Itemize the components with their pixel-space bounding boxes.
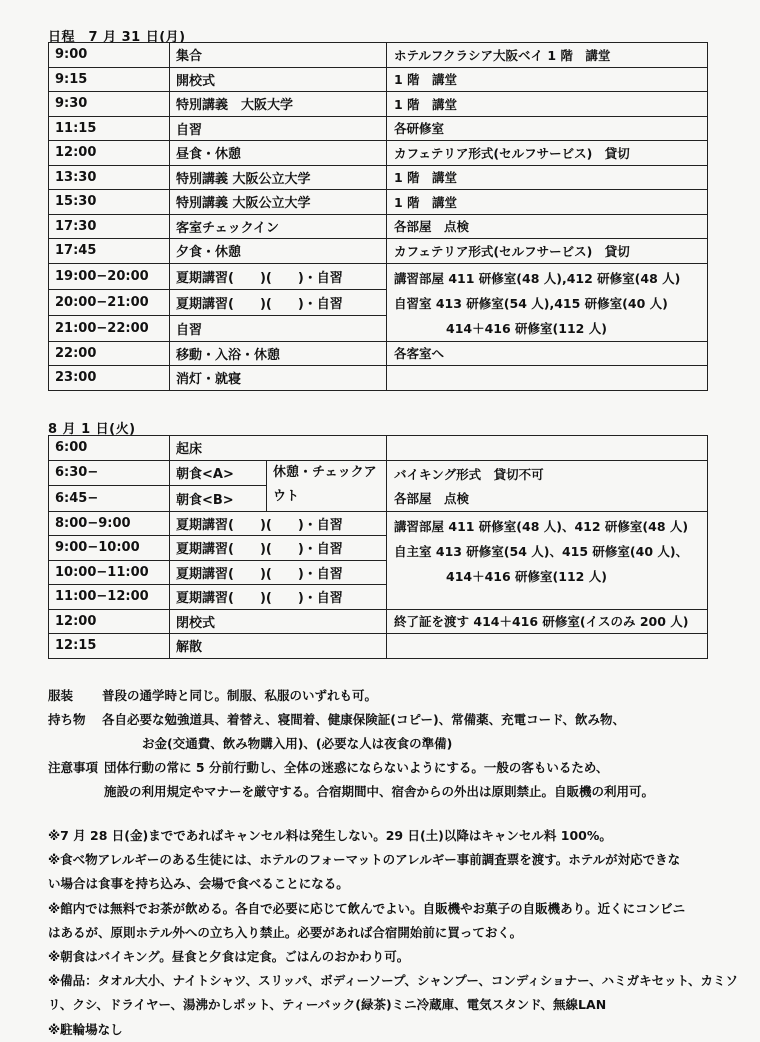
event-cell: 解散 — [170, 634, 387, 659]
table-row — [49, 190, 708, 215]
remarks-section — [48, 824, 739, 1042]
time-cell: 9:00−10:00 — [49, 536, 170, 561]
event-cell: 昼食・休憩 — [170, 141, 387, 166]
place-cell: カフェテリア形式(セルフサービス) 貸切 — [387, 239, 708, 264]
time-cell: 11:00−12:00 — [49, 585, 170, 610]
note-text: お金(交通費、飲み物購入用)、(必要な人は夜食の準備) — [142, 736, 453, 751]
event-cell: 開校式 — [170, 67, 387, 92]
event-cell: 朝食<A> — [170, 460, 267, 486]
time-cell: 21:00−22:00 — [49, 315, 170, 341]
items-note — [48, 708, 728, 732]
remark-line: ※7 月 28 日(金)までであればキャンセル料は発生しない。29 日(土)以降はキャンセル料 100%。 — [48, 828, 612, 843]
study-room-line: 自主室 413 研修室(54 人)、415 研修室(40 人)、 — [394, 543, 689, 559]
table-row — [49, 436, 708, 461]
day1-heading: 日程 7 月 31 日(月) — [48, 30, 186, 45]
note-label: 注意事項 — [48, 760, 99, 775]
study-room-line: 414＋416 研修室(112 人) — [446, 568, 607, 584]
place-cell: 1 階 講堂 — [387, 67, 708, 92]
event-cell: 夕食・休憩 — [170, 239, 387, 264]
study-room-line: 414＋416 研修室(112 人) — [446, 320, 607, 336]
place-cell — [387, 436, 708, 461]
table-row — [49, 165, 708, 190]
time-cell: 9:00 — [49, 43, 170, 68]
time-cell: 13:30 — [49, 165, 170, 190]
remark-line: ※館内では無料でお茶が飲める。各自で必要に応じて飲んでよい。自販機やお菓子の自販機あり。近くにコンビニ — [48, 900, 686, 916]
remark-line: リ、クシ、ドライヤー、湯沸かしポット、ティーバック(緑茶)ミニ冷蔵庫、電気スタンド、無線LAN — [48, 997, 607, 1013]
day2-heading: 8 月 1 日(火) — [48, 422, 136, 437]
study-room-line: 自習室 413 研修室(54 人),415 研修室(40 人) — [394, 295, 668, 311]
caution-note — [48, 756, 728, 780]
remark-line: ※朝食はバイキング。昼食と夕食は定食。ごはんのおかわり可。 — [48, 949, 410, 965]
event-cell: 特別講義 大阪大学 — [170, 92, 387, 117]
time-cell: 12:00 — [49, 609, 170, 634]
table-row — [49, 366, 708, 391]
day2-schedule-table — [48, 435, 708, 659]
table-row — [49, 214, 708, 239]
time-cell: 12:00 — [49, 141, 170, 166]
remark-line: ※食べ物アレルギーのある生徒には、ホテルのフォーマットのアレルギー事前調査票を渡す。ホテルが対応できな — [48, 852, 681, 868]
remark-line: ※駐輪場なし — [48, 1021, 123, 1037]
time-cell: 12:15 — [49, 634, 170, 659]
checkout-cell: 休憩・チェックアウト — [267, 460, 387, 511]
event-cell: 閉校式 — [170, 609, 387, 634]
table-row — [49, 511, 708, 536]
note-text: 各自必要な勉強道具、着替え、寝間着、健康保険証(コピー)、常備薬、充電コード、飲み物、 — [102, 712, 626, 727]
place-cell: 各部屋 点検 — [387, 214, 708, 239]
place-cell: 終了証を渡す 414＋416 研修室(イスのみ 200 人) — [387, 609, 708, 634]
time-cell: 6:45− — [49, 486, 170, 512]
note-text: 普段の通学時と同じ。制服、私服のいずれも可。 — [102, 688, 378, 703]
event-cell: 起床 — [170, 436, 387, 461]
place-cell: 1 階 講堂 — [387, 165, 708, 190]
table-row — [49, 141, 708, 166]
remark-line: ※備品：タオル大小、ナイトシャツ、スリッパ、ボディーソープ、シャンプー、コンディショナー、ハミガキセット、カミソ — [48, 973, 739, 989]
table-row — [49, 43, 708, 68]
time-cell: 15:30 — [49, 190, 170, 215]
place-cell: 各客室へ — [387, 341, 708, 366]
table-row — [49, 116, 708, 141]
study-rooms-cell — [387, 511, 708, 609]
remark-line: はあるが、原則ホテル外への立ち入り禁止。必要があれば合宿開始前に買っておく。 — [48, 924, 523, 940]
remark-line: い場合は食事を持ち込み、会場で食べることになる。 — [48, 876, 349, 892]
place-cell: 1 階 講堂 — [387, 190, 708, 215]
time-cell: 23:00 — [49, 366, 170, 391]
event-cell: 自習 — [170, 116, 387, 141]
table-row — [49, 263, 708, 289]
table-row — [49, 67, 708, 92]
event-cell: 夏期講習( )( )・自習 — [170, 585, 387, 610]
day1-schedule-table — [48, 42, 708, 391]
breakfast-place-line: 各部屋 点検 — [394, 490, 470, 506]
event-cell: 夏期講習( )( )・自習 — [170, 536, 387, 561]
event-cell: 集合 — [170, 43, 387, 68]
event-cell: 朝食<B> — [170, 486, 267, 512]
time-cell: 11:15 — [49, 116, 170, 141]
time-cell: 20:00−21:00 — [49, 289, 170, 315]
place-cell: ホテルフクラシア大阪ベイ 1 階 講堂 — [387, 43, 708, 68]
event-cell: 夏期講習( )( )・自習 — [170, 263, 387, 289]
place-cell — [387, 634, 708, 659]
event-cell: 移動・入浴・休憩 — [170, 341, 387, 366]
table-row — [49, 460, 708, 486]
event-cell: 特別講義 大阪公立大学 — [170, 190, 387, 215]
table-row — [49, 609, 708, 634]
notes-section — [48, 684, 728, 804]
time-cell: 9:15 — [49, 67, 170, 92]
event-cell: 客室チェックイン — [170, 214, 387, 239]
place-cell: カフェテリア形式(セルフサービス) 貸切 — [387, 141, 708, 166]
note-label: 持ち物 — [48, 712, 86, 727]
table-row — [49, 92, 708, 117]
time-cell: 17:45 — [49, 239, 170, 264]
note-text: 団体行動の常に 5 分前行動し、全体の迷惑にならないようにする。一般の客もいるため、 — [104, 760, 609, 775]
study-rooms-cell — [387, 263, 708, 341]
breakfast-place-cell — [387, 460, 708, 511]
place-cell: 1 階 講堂 — [387, 92, 708, 117]
event-cell: 消灯・就寝 — [170, 366, 387, 391]
event-cell: 特別講義 大阪公立大学 — [170, 165, 387, 190]
event-cell: 夏期講習( )( )・自習 — [170, 511, 387, 536]
breakfast-place-line: バイキング形式 貸切不可 — [394, 466, 544, 482]
time-cell: 19:00−20:00 — [49, 263, 170, 289]
time-cell: 17:30 — [49, 214, 170, 239]
event-cell: 夏期講習( )( )・自習 — [170, 289, 387, 315]
time-cell: 8:00−9:00 — [49, 511, 170, 536]
time-cell: 6:30− — [49, 460, 170, 486]
table-row — [49, 239, 708, 264]
time-cell: 22:00 — [49, 341, 170, 366]
study-room-line: 講習部屋 411 研修室(48 人),412 研修室(48 人) — [394, 270, 681, 286]
dress-note — [48, 684, 728, 708]
place-cell — [387, 366, 708, 391]
event-cell: 夏期講習( )( )・自習 — [170, 560, 387, 585]
time-cell: 6:00 — [49, 436, 170, 461]
event-cell: 自習 — [170, 315, 387, 341]
note-text: 施設の利用規定やマナーを厳守する。合宿期間中、宿舎からの外出は原則禁止。自販機の利用可。 — [104, 784, 655, 799]
place-cell: 各研修室 — [387, 116, 708, 141]
study-room-line: 講習部屋 411 研修室(48 人)、412 研修室(48 人) — [394, 518, 689, 534]
time-cell: 10:00−11:00 — [49, 560, 170, 585]
note-label: 服装 — [48, 688, 74, 703]
table-row — [49, 341, 708, 366]
table-row — [49, 634, 708, 659]
time-cell: 9:30 — [49, 92, 170, 117]
